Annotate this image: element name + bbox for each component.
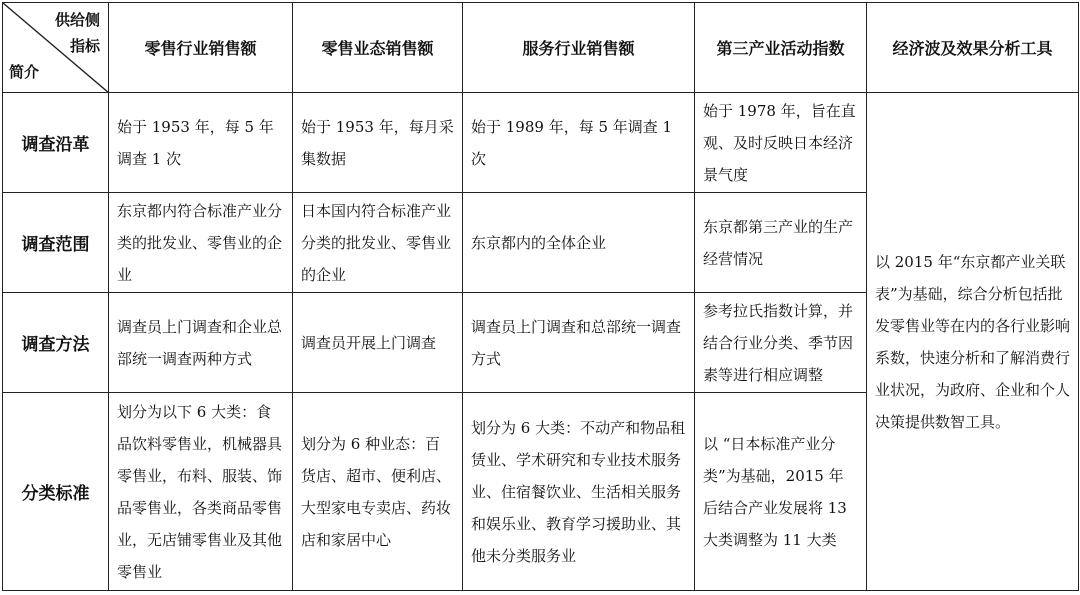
- header-row: [3, 3, 1079, 93]
- cell-economic-ripple-tool-description: 以 2015 年“东京都产业关联表”为基础，综合分析包括批发零售业等在内的各行业影响系数，快速分析和了解消费行业状况，为政府、企业和个人决策提供数智工具。: [867, 93, 1079, 591]
- cell-history-retail-industry: 始于 1953 年，每 5 年调查 1 次: [109, 93, 293, 193]
- cell-method-retail-format: 调查员开展上门调查: [293, 293, 463, 393]
- cell-scope-retail-industry: 东京都内符合标准产业分类的批发业、零售业的企业: [109, 193, 293, 293]
- table-row-history: [3, 93, 1079, 193]
- corner-label-summary: 简介: [9, 63, 40, 81]
- column-header-tertiary-activity-index: 第三产业活动指数: [695, 3, 867, 93]
- cell-method-tertiary-index: 参考拉氏指数计算，并结合行业分类、季节因素等进行相应调整: [695, 293, 867, 393]
- column-header-service-industry-sales: 服务行业销售额: [463, 3, 695, 93]
- row-header-method: 调查方法: [3, 293, 109, 393]
- cell-history-retail-format: 始于 1953 年，每月采集数据: [293, 93, 463, 193]
- cell-classification-service-industry: 划分为 6 大类：不动产和物品租赁业、学术研究和专业技术服务业、住宿餐饮业、生活相关服务和娱乐业、教育学习援助业、其他未分类服务业: [463, 393, 695, 591]
- column-header-retail-format-sales: 零售业态销售额: [293, 3, 463, 93]
- cell-classification-tertiary-index: 以 “日本标准产业分类”为基础，2015 年后结合产业发展将 13 大类调整为 11 大类: [695, 393, 867, 591]
- corner-label-supply-side: 供给侧: [54, 11, 100, 29]
- cell-method-service-industry: 调查员上门调查和总部统一调查方式: [463, 293, 695, 393]
- cell-method-retail-industry: 调查员上门调查和企业总部统一调查两种方式: [109, 293, 293, 393]
- comparison-table: [2, 2, 1079, 591]
- column-header-retail-industry-sales: 零售行业销售额: [109, 3, 293, 93]
- corner-header-cell: [3, 3, 109, 93]
- cell-classification-retail-format: 划分为 6 种业态：百货店、超市、便利店、大型家电专卖店、药妆店和家居中心: [293, 393, 463, 591]
- cell-scope-retail-format: 日本国内符合标准产业分类的批发业、零售业的企业: [293, 193, 463, 293]
- corner-label-indicator: 指标: [69, 37, 100, 55]
- cell-scope-tertiary-index: 东京都第三产业的生产经营情况: [695, 193, 867, 293]
- row-header-scope: 调查范围: [3, 193, 109, 293]
- row-header-classification: 分类标准: [3, 393, 109, 591]
- cell-scope-service-industry: 东京都内的全体企业: [463, 193, 695, 293]
- column-header-economic-ripple-tool: 经济波及效果分析工具: [867, 3, 1079, 93]
- cell-history-tertiary-index: 始于 1978 年，旨在直观、及时反映日本经济景气度: [695, 93, 867, 193]
- cell-history-service-industry: 始于 1989 年，每 5 年调查 1 次: [463, 93, 695, 193]
- cell-classification-retail-industry: 划分为以下 6 大类：食品饮料零售业，机械器具零售业，布料、服装、饰品零售业，各类商品零售业，无店铺零售业及其他零售业: [109, 393, 293, 591]
- row-header-history: 调查沿革: [3, 93, 109, 193]
